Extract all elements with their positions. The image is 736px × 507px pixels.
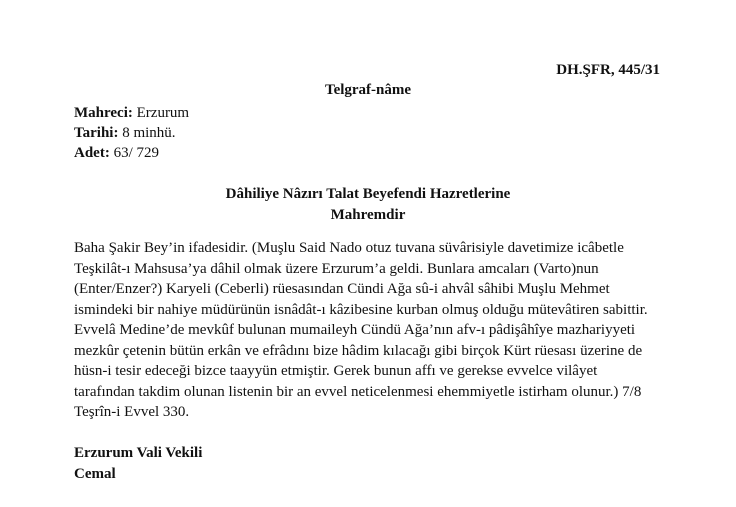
body-line: Teşrîn-i Evvel 330. [74,404,190,420]
recipient-value: Erzurum [136,105,190,121]
signer-title: Erzurum Vali Vekili [74,445,203,461]
body-line: hüsn-i tesir edeceği bizce taayyün etmiştir. Gerek bunun affı ve gerekse evvelce vilâyet [74,363,598,379]
date-label: Tarihi: [74,125,119,141]
body-line: Baha Şakir Bey’in ifadesidir. (Muşlu Said Nado otuz tuvana süvârisiyle davetimize icâbetle [74,240,624,256]
date-value: 8 minhü. [122,125,176,141]
body-line: (Enter/Enzer?) Karyeli (Ceberli) rüesasından Cündi Ağa sû-i ahvâl sâhibi Muşlu Mehmet [74,281,610,297]
confidential-mark: Mahremdir [330,207,406,223]
signature-block [74,443,202,485]
archive-reference: DH.ŞFR, 445/31 [556,62,660,78]
count-value: 63/ 729 [113,145,159,161]
telegram-metadata [74,103,189,163]
body-line: tarafından takdim olunan listenin bir an evvel neticelenmesi ehemmiyetle istirham olunur.) 7/8 [74,383,642,400]
telegram-body [74,238,674,423]
addressee-block [0,184,736,226]
body-line: mezkûr çetenin bütün erkân ve efrâdını bize hâdim kılacağı gibi birçok Kürt rüesası üzerine de [74,342,643,359]
recipient-row [74,103,189,123]
body-line: Evvelâ Medine’de mevkûf bulunan mumaileyh Cündü Ağa’nın afv-ı pâdişâhîye mazhariyyeti [74,322,636,338]
addressee-line: Dâhiliye Nâzırı Talat Beyefendi Hazretlerine [225,186,511,202]
count-label: Adet: [74,145,110,161]
count-row [74,143,189,163]
recipient-label: Mahreci: [74,105,133,121]
body-line: ismindeki bir nahiye müdürünün isnâdât-ı kâzibesine kurban olmuş olduğu mütevâtiren sabittir. [74,301,648,318]
body-line: Teşkilât-ı Mahsusa’ya dâhil olmak üzere Erzurum’a geldi. Bunlara amcaları (Varto)nun [74,260,599,277]
document-title: Telgraf-nâme [324,82,412,98]
date-row [74,123,189,143]
signer-name: Cemal [74,466,116,482]
